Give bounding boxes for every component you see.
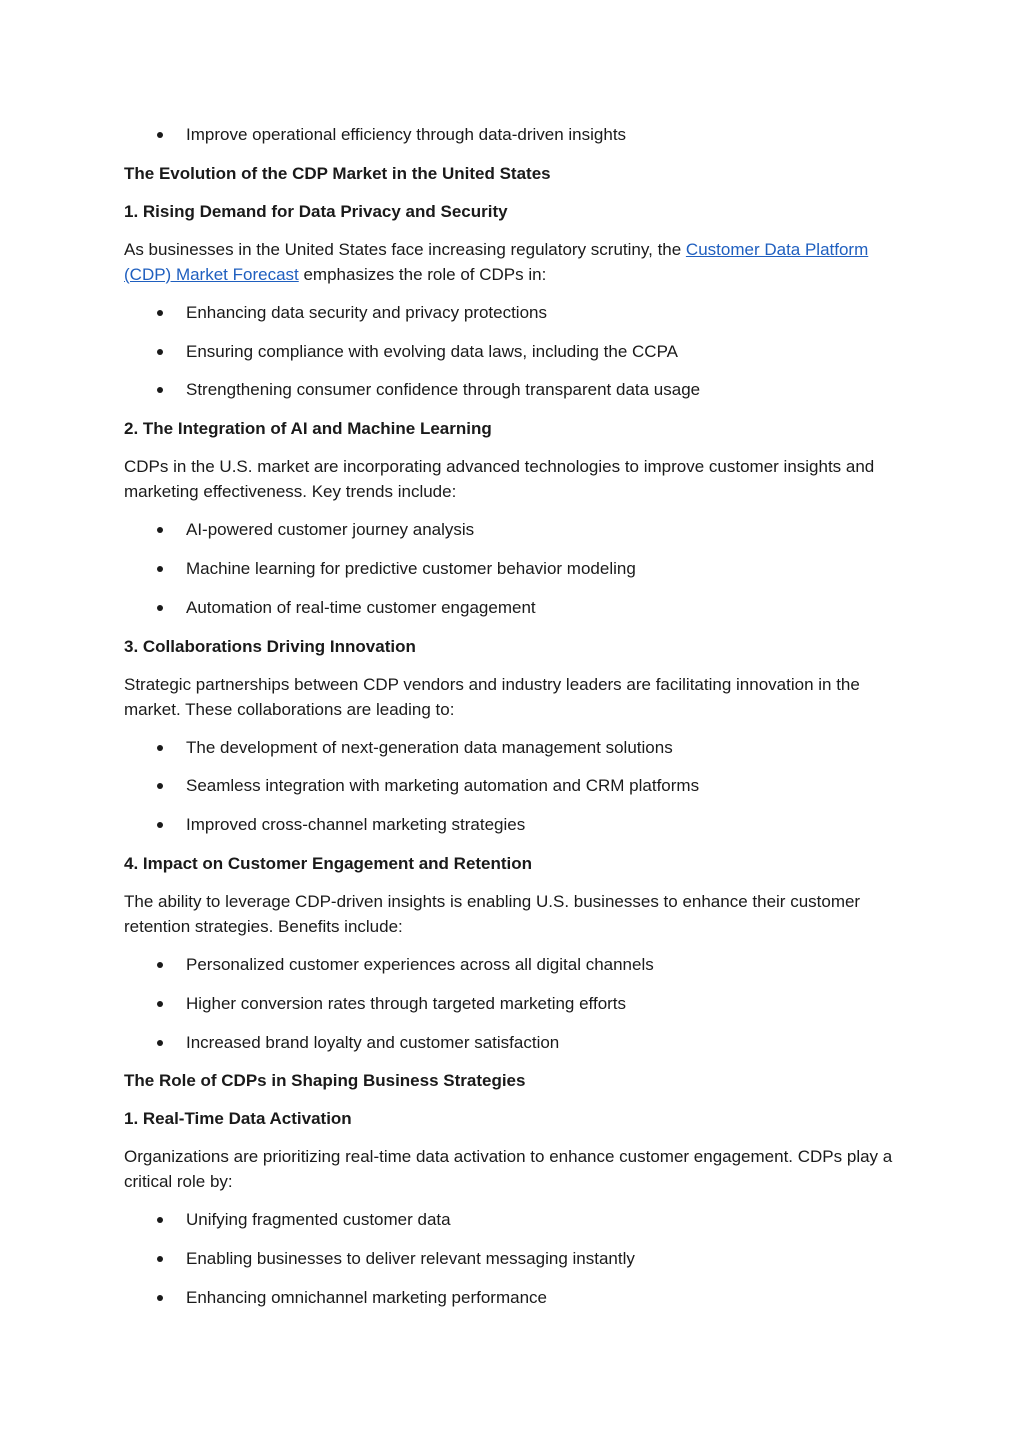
list-item-text: Enhancing data security and privacy protections bbox=[186, 302, 547, 322]
bullet-icon bbox=[157, 349, 163, 355]
section-heading: The Role of CDPs in Shaping Business Strategies bbox=[124, 1071, 526, 1091]
paragraph-text: CDPs in the U.S. market are incorporating advanced technologies to improve customer insights and marketing effectiveness. Key trends include: bbox=[124, 457, 875, 502]
bullet-list bbox=[124, 952, 894, 1055]
list-item-text: Increased brand loyalty and customer satisfaction bbox=[186, 1032, 560, 1052]
paragraph bbox=[124, 1144, 894, 1194]
bullet-icon bbox=[157, 1217, 163, 1223]
bullet-list bbox=[124, 122, 894, 147]
section-heading: 1. Rising Demand for Data Privacy and Security bbox=[124, 201, 508, 221]
list-item-text: Higher conversion rates through targeted marketing efforts bbox=[186, 993, 627, 1013]
list-item-text: Unifying fragmented customer data bbox=[186, 1210, 451, 1230]
paragraph bbox=[124, 237, 894, 287]
paragraph-text: Organizations are prioritizing real-time data activation to enhance customer engagement. CDPs play a critical role by: bbox=[124, 1147, 893, 1192]
list-item bbox=[124, 517, 894, 542]
bullet-icon bbox=[157, 132, 163, 138]
list-item-text: Automation of real-time customer engagement bbox=[186, 597, 536, 617]
bullet-icon bbox=[157, 745, 163, 751]
list-item bbox=[124, 377, 894, 402]
list-item bbox=[124, 735, 894, 760]
list-item-text: Enabling businesses to deliver relevant messaging instantly bbox=[186, 1249, 635, 1269]
section-heading: 3. Collaborations Driving Innovation bbox=[124, 636, 416, 656]
bullet-list bbox=[124, 1207, 894, 1310]
bullet-list bbox=[124, 517, 894, 620]
bullet-icon bbox=[157, 1295, 163, 1301]
paragraph-text: The ability to leverage CDP-driven insights is enabling U.S. businesses to enhance their customer retention strategies. Benefits include: bbox=[124, 891, 861, 936]
list-item bbox=[124, 952, 894, 977]
paragraph-text: As businesses in the United States face increasing regulatory scrutiny, the bbox=[124, 239, 686, 259]
bullet-list bbox=[124, 735, 894, 838]
list-item bbox=[124, 595, 894, 620]
list-item-text: The development of next-generation data management solutions bbox=[186, 737, 673, 757]
bullet-icon bbox=[157, 527, 163, 533]
list-item-text: Personalized customer experiences across all digital channels bbox=[186, 954, 654, 974]
paragraph-text: Strategic partnerships between CDP vendors and industry leaders are facilitating innovation in the market. These collaborations are leading to: bbox=[124, 674, 860, 719]
paragraph-text: emphasizes the role of CDPs in: bbox=[298, 264, 547, 284]
list-item bbox=[124, 1207, 894, 1232]
section-heading: 1. Real-Time Data Activation bbox=[124, 1109, 352, 1129]
bullet-icon bbox=[157, 783, 163, 789]
list-item bbox=[124, 300, 894, 325]
list-item bbox=[124, 812, 894, 837]
list-item bbox=[124, 1030, 894, 1055]
bullet-icon bbox=[157, 566, 163, 572]
market-forecast-link[interactable]: Customer Data Platform (CDP) Market Forecast bbox=[124, 239, 869, 284]
bullet-icon bbox=[157, 1040, 163, 1046]
bullet-icon bbox=[157, 387, 163, 393]
paragraph bbox=[124, 889, 894, 939]
section-heading: 2. The Integration of AI and Machine Learning bbox=[124, 419, 492, 439]
paragraph bbox=[124, 672, 894, 722]
bullet-icon bbox=[157, 1001, 163, 1007]
bullet-list bbox=[124, 300, 894, 403]
list-item-text: Seamless integration with marketing automation and CRM platforms bbox=[186, 776, 700, 796]
list-item bbox=[124, 1246, 894, 1271]
bullet-icon bbox=[157, 822, 163, 828]
list-item-text: Improved cross-channel marketing strategies bbox=[186, 815, 526, 835]
bullet-icon bbox=[157, 310, 163, 316]
list-item bbox=[124, 773, 894, 798]
list-item-text: Enhancing omnichannel marketing performance bbox=[186, 1287, 547, 1307]
list-item bbox=[124, 339, 894, 364]
bullet-icon bbox=[157, 962, 163, 968]
section-heading: 4. Impact on Customer Engagement and Retention bbox=[124, 853, 533, 873]
list-item-text: AI-powered customer journey analysis bbox=[186, 520, 475, 540]
list-item bbox=[124, 556, 894, 581]
document-page bbox=[124, 122, 894, 1324]
list-item bbox=[124, 991, 894, 1016]
list-item-text: Strengthening consumer confidence through transparent data usage bbox=[186, 380, 701, 400]
list-item bbox=[124, 122, 894, 147]
bullet-icon bbox=[157, 605, 163, 611]
list-item-text: Ensuring compliance with evolving data laws, including the CCPA bbox=[186, 341, 678, 361]
section-heading: The Evolution of the CDP Market in the United States bbox=[124, 163, 551, 183]
bullet-icon bbox=[157, 1256, 163, 1262]
list-item-text: Improve operational efficiency through data-driven insights bbox=[186, 125, 627, 144]
paragraph bbox=[124, 454, 894, 504]
list-item-text: Machine learning for predictive customer behavior modeling bbox=[186, 558, 636, 578]
list-item bbox=[124, 1285, 894, 1310]
